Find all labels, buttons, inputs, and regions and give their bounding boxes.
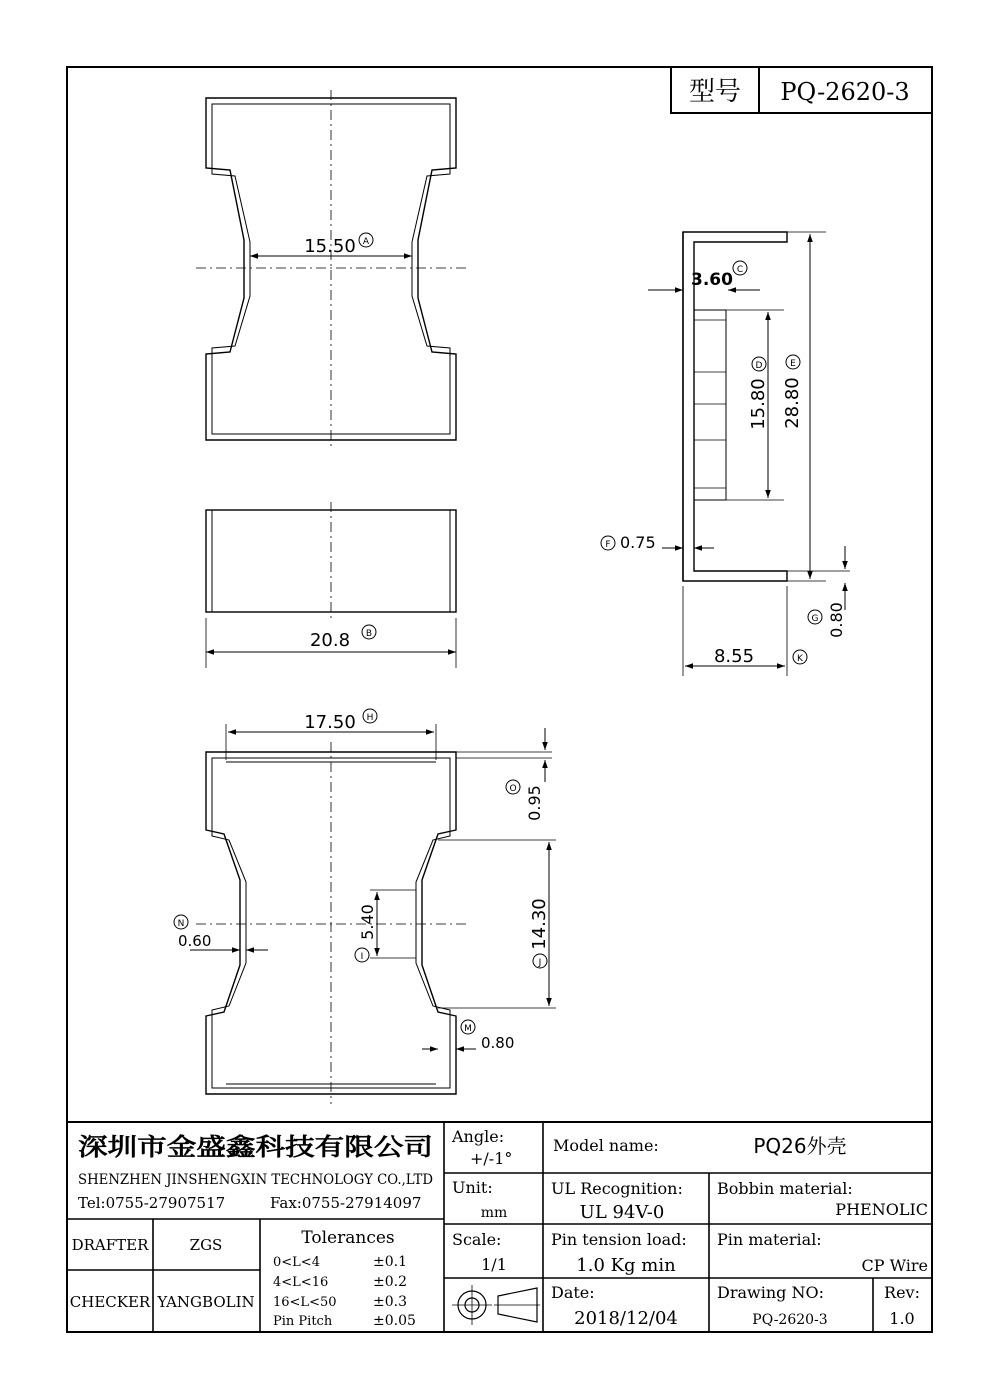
tolerance-value-2: ±0.3	[373, 1294, 407, 1310]
dim-c-ref-badge	[733, 261, 747, 275]
dim-b-ref: B	[365, 629, 373, 639]
rev-value: 1.0	[889, 1309, 915, 1328]
drawing-no-label: Drawing NO:	[717, 1283, 824, 1302]
bobbin-value: PHENOLIC	[835, 1200, 928, 1219]
dim-f-ref: F	[605, 540, 611, 550]
dim-m-value: 0.80	[481, 1034, 515, 1052]
dim-g-ref: G	[811, 614, 819, 624]
dim-g-ref-badge	[808, 610, 822, 624]
dim-i-value: 5.40	[358, 904, 377, 940]
tolerance-range-1: 4<L<16	[273, 1275, 329, 1290]
model-value: PQ-2620-3	[780, 78, 910, 106]
model-header	[671, 67, 932, 113]
model-label: 型号	[688, 77, 742, 107]
dim-e-ref-badge	[786, 355, 800, 369]
rev-label: Rev:	[884, 1283, 920, 1302]
dim-f-value: 0.75	[620, 533, 656, 552]
tolerance-range-2: 16<L<50	[273, 1295, 337, 1310]
dim-a-ref: A	[362, 237, 370, 247]
ul-label: UL Recognition:	[551, 1179, 683, 1198]
checker-label: CHECKER	[69, 1293, 151, 1311]
ul-value: UL 94V-0	[579, 1202, 665, 1223]
angle-label: Angle:	[452, 1127, 505, 1146]
dim-a-value: 15.50	[304, 236, 356, 257]
dim-k-ref: K	[797, 654, 803, 664]
dim-h-value: 17.50	[304, 712, 356, 733]
drawing-no-value: PQ-2620-3	[752, 1312, 828, 1328]
scale-label: Scale:	[452, 1230, 502, 1249]
dim-j-value: 14.30	[529, 898, 550, 950]
projection-symbol-icon	[452, 1285, 540, 1325]
drafter-value: ZGS	[189, 1236, 223, 1254]
dim-c-ref: C	[736, 265, 744, 275]
scale-value: 1/1	[481, 1255, 507, 1274]
dim-n-ref-badge	[174, 915, 188, 929]
tolerances-title: Tolerances	[301, 1228, 395, 1248]
dim-h-ref: H	[366, 713, 374, 723]
dim-d-ref: D	[755, 361, 763, 371]
dim-c-value: 3.60	[691, 270, 733, 290]
angle-value: +/-1°	[470, 1149, 513, 1168]
section-view	[648, 232, 850, 676]
dim-k-value: 8.55	[713, 646, 755, 667]
pin-tension-label: Pin tension load:	[551, 1230, 687, 1249]
top-view	[196, 90, 466, 448]
dim-j-ref-badge	[533, 954, 547, 968]
pin-material-label: Pin material:	[717, 1230, 822, 1249]
dim-i-ref-badge	[355, 948, 369, 962]
dim-d-ref-badge	[752, 357, 766, 371]
dim-i-ref: I	[360, 952, 364, 962]
bobbin-label: Bobbin material:	[717, 1179, 853, 1198]
dim-o-value: 0.95	[525, 785, 544, 821]
dim-b-ref-badge	[362, 625, 376, 639]
date-label: Date:	[551, 1283, 595, 1302]
unit-label: Unit:	[452, 1178, 493, 1197]
dim-n-value: 0.60	[178, 932, 212, 950]
tolerance-value-0: ±0.1	[373, 1254, 407, 1270]
dim-f-ref-badge	[601, 536, 615, 550]
pin-tension-value: 1.0 Kg min	[576, 1255, 676, 1276]
dim-h-ref-badge	[363, 709, 377, 723]
tolerance-value-1: ±0.2	[373, 1274, 407, 1290]
unit-value: mm	[480, 1205, 508, 1221]
dim-m-ref-badge	[461, 1020, 475, 1034]
company-cn: 深圳市金盛鑫科技有限公司	[78, 1133, 433, 1161]
dim-k-ref-badge	[793, 650, 807, 664]
dim-b-value: 20.8	[309, 630, 351, 651]
company-tel: Tel:0755-27907517	[78, 1194, 226, 1212]
dim-d-value: 15.80	[748, 378, 769, 430]
tolerance-value-3: ±0.05	[373, 1313, 416, 1329]
dim-e-ref: E	[790, 359, 796, 369]
dim-j-ref: J	[538, 958, 542, 968]
dim-o-ref: O	[509, 784, 517, 794]
date-value: 2018/12/04	[574, 1308, 678, 1329]
model-name-value: PQ26外壳	[753, 1134, 847, 1158]
dim-m-ref: M	[464, 1024, 472, 1034]
model-name-label: Model name:	[553, 1136, 659, 1155]
dim-g-value: 0.80	[827, 602, 846, 638]
company-fax: Fax:0755-27914097	[270, 1194, 422, 1212]
dim-a-ref-badge	[359, 233, 373, 247]
drafter-label: DRAFTER	[71, 1236, 149, 1254]
tolerance-range-3: Pin Pitch	[273, 1314, 333, 1329]
dim-n-ref: N	[177, 919, 185, 929]
dim-e-value: 28.80	[782, 377, 803, 429]
checker-value: YANGBOLIN	[157, 1293, 255, 1311]
company-en: SHENZHEN JINSHENGXIN TECHNOLOGY CO.,LTD	[78, 1172, 433, 1188]
tolerance-range-0: 0<L<4	[273, 1255, 320, 1270]
pin-material-value: CP Wire	[861, 1256, 928, 1275]
dim-o-ref-badge	[506, 780, 520, 794]
